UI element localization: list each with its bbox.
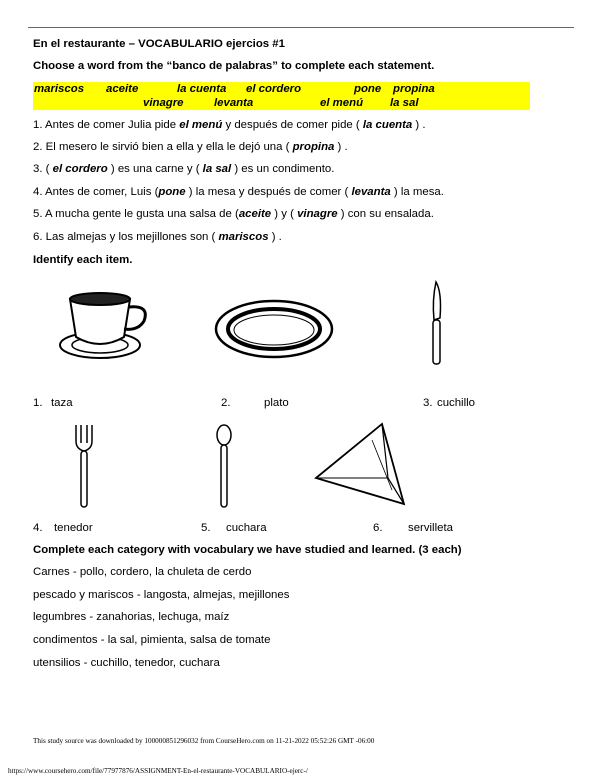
bank-word: el menú [320,97,364,109]
sentence-text: ) . [268,231,282,243]
sentence-text: ) la mesa. [390,186,444,198]
category-line: Carnes - pollo, cordero, la chuleta de cerdo [33,566,252,578]
sentence-text: ) . [334,141,348,153]
knife-icon [424,280,448,368]
item-5 [201,522,267,534]
instruction: Choose a word from the “banco de palabras” to complete each statement. [33,60,435,72]
answer: mariscos [218,231,269,243]
item-number: 3. [423,397,433,409]
sentence-text: 5. A mucha gente le gusta una salsa de ( [33,208,239,220]
napkin-icon [312,420,412,508]
item-number: 5. [201,522,211,534]
sentence-3 [33,163,334,175]
bank-word: vinagre [143,97,184,109]
identify-heading: Identify each item. [33,254,133,266]
item-number: 2. [221,397,231,409]
answer: propina [292,141,335,153]
answer: la cuenta [362,119,413,131]
item-label: servilleta [408,522,453,534]
sentence-text: ) es un condimento. [231,163,335,175]
footer-source-url[interactable]: https://www.coursehero.com/file/77977876/ASSIGNMENT-En-el-restaurante-VOCABULARIO-ejerc-/ [8,767,308,775]
sentence-text: 1. Antes de comer Julia pide [33,119,180,131]
bank-word: pone [354,83,382,95]
item-label: tenedor [54,522,93,534]
bank-word: la cuenta [177,83,227,95]
item-label: cuchara [226,522,267,534]
item-1 [33,397,73,409]
bank-word: levanta [214,97,254,109]
sentence-text: 4. Antes de comer, Luis ( [33,186,159,198]
answer: la sal [202,163,232,175]
sentence-text: ) es una carne y ( [107,163,203,175]
sentence-text: ) la mesa y después de comer ( [185,186,352,198]
sentence-text: ) . [412,119,426,131]
item-3 [423,397,475,409]
bank-word: la sal [390,97,419,109]
sentence-text: ) y ( [271,208,298,220]
item-label: taza [51,397,73,409]
spoon-icon [212,423,236,511]
sentence-text: ) con su ensalada. [337,208,434,220]
sentence-4 [33,186,444,198]
fork-icon [72,423,96,511]
item-6 [373,522,453,534]
sentence-2 [33,141,348,153]
page-title: En el restaurante – VOCABULARIO ejercios #1 [33,38,285,50]
answer: vinagre [297,208,338,220]
answer: levanta [351,186,391,198]
sentence-text: y después de comer pide ( [222,119,363,131]
category-line: utensilios - cuchillo, tenedor, cuchara [33,657,220,669]
category-line: pescado y mariscos - langosta, almejas, mejillones [33,589,290,601]
answer: aceite [238,208,272,220]
sentence-1 [33,119,426,131]
item-number: 6. [373,522,383,534]
sentence-text: 2. El mesero le sirvió bien a ella y ella le dejó una ( [33,141,293,153]
category-line: legumbres - zanahorias, lechuga, maíz [33,611,230,623]
answer: pone [158,186,186,198]
answer: el cordero [52,163,108,175]
footer-download-note: This study source was downloaded by 100000851296032 from CourseHero.com on 11-21-2022 05:52:26 GMT -06:00 [33,737,375,745]
category-heading: Complete each category with vocabulary we have studied and learned. (3 each) [33,544,462,556]
cup-icon [58,291,158,365]
bank-word: mariscos [34,83,85,95]
item-number: 1. [33,397,43,409]
sentence-5 [33,208,434,220]
item-label: cuchillo [437,397,475,409]
sentence-text: 3. ( [33,163,53,175]
bank-word: propina [393,83,435,95]
bank-word: el cordero [246,83,302,95]
plate-icon [213,298,335,360]
item-4 [33,522,93,534]
sentence-text: 6. Las almejas y los mejillones son ( [33,231,219,243]
word-bank-row-2 [33,96,530,110]
item-2 [221,397,289,409]
sentence-6 [33,231,282,243]
bank-word: aceite [106,83,139,95]
word-bank-row-1 [33,82,530,96]
item-number: 4. [33,522,43,534]
answer: el menú [179,119,223,131]
top-rule [28,27,574,28]
category-line: condimentos - la sal, pimienta, salsa de tomate [33,634,271,646]
item-label: plato [264,397,289,409]
